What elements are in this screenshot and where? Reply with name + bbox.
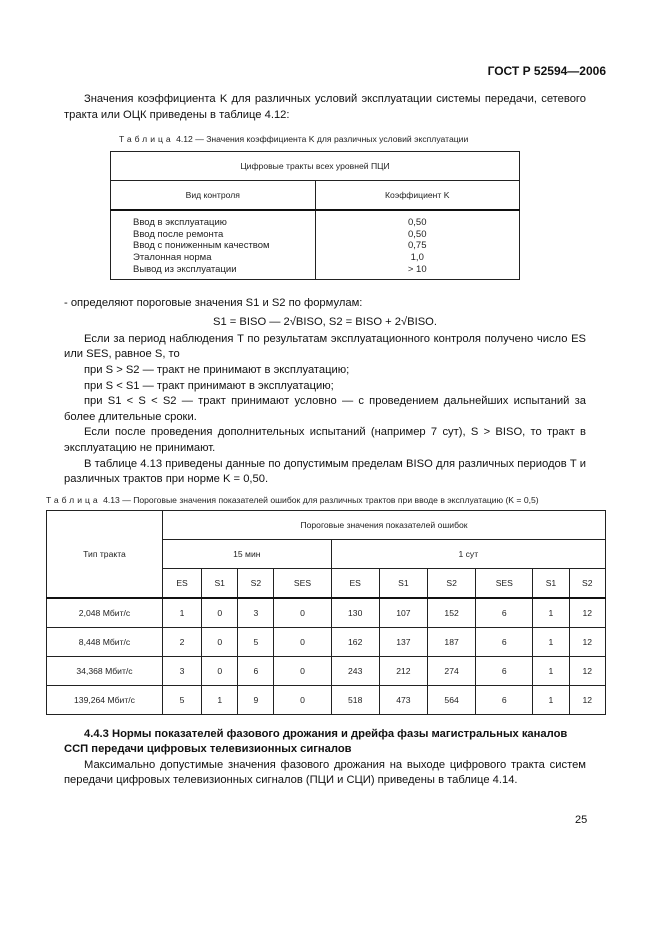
section-heading: 4.4.3 Нормы показателей фазового дрожания и дрейфа фазы магистральных каналов ССП передачи цифровых телевизионных сигналов: [64, 727, 568, 756]
table-4-12-caption: Таблица 4.12 — Значения коэффициента K для различных условий эксплуатации: [119, 134, 469, 145]
value-cell: 6: [476, 627, 533, 656]
value-cell: 12: [569, 685, 605, 714]
value-cell: 12: [569, 598, 605, 628]
subcolumn-header: SES: [274, 568, 331, 598]
value-cell: 0: [274, 627, 331, 656]
intro-paragraph: Значения коэффициента K для различных условий эксплуатации системы передачи, сетевого тракта или ОЦК приведены в таблице 4.12:: [64, 93, 586, 121]
value-cell: 5: [163, 685, 202, 714]
document-id: ГОСТ Р 52594—2006: [487, 64, 606, 78]
condition-3: при S1 < S < S2 — тракт принимают условно — с проведением дальнейших испытаний за более длительные сроки.: [64, 395, 586, 423]
page-content: [46, 64, 606, 827]
path-type-cell: 2,048 Мбит/с: [47, 598, 163, 628]
table-4-13: [46, 510, 606, 715]
value-cell: 6: [238, 656, 274, 685]
value-cell: 137: [379, 627, 427, 656]
value-cell: 6: [476, 598, 533, 628]
value-cell: 518: [331, 685, 379, 714]
table-row: [47, 598, 606, 628]
formula-intro: - определяют пороговые значения S1 и S2 по формулам:: [64, 297, 363, 310]
value-cell: 9: [238, 685, 274, 714]
group-header: Пороговые значения показателей ошибок: [163, 510, 606, 539]
value-cell: 12: [569, 656, 605, 685]
path-type-cell: 139,264 Мбит/с: [47, 685, 163, 714]
page-number: 25: [575, 814, 588, 827]
value-cell: 1: [202, 685, 238, 714]
subcolumn-header: S1: [533, 568, 569, 598]
value-cell: 0: [202, 627, 238, 656]
value-cell: 130: [331, 598, 379, 628]
value-cell: 274: [428, 656, 476, 685]
subcolumn-header: S1: [202, 568, 238, 598]
path-type-cell: 8,448 Мбит/с: [47, 627, 163, 656]
period-header: 1 сут: [331, 539, 605, 568]
subcolumn-header: S1: [379, 568, 427, 598]
value-cell: 162: [331, 627, 379, 656]
subcolumn-header: SES: [476, 568, 533, 598]
value-cell: 1: [533, 598, 569, 628]
formula: S1 = BISO — 2√BISO, S2 = BISO + 2√BISO.: [212, 315, 437, 328]
table-4-12: [110, 151, 520, 280]
table-row: [47, 656, 606, 685]
control-types: Ввод в эксплуатацию Ввод после ремонта Ввод с пониженным качеством Эталонная норма Вывод из эксплуатации: [111, 210, 316, 279]
value-cell: 3: [163, 656, 202, 685]
value-cell: 0: [274, 685, 331, 714]
subcolumn-header: ES: [331, 568, 379, 598]
value-cell: 473: [379, 685, 427, 714]
value-cell: 1: [533, 685, 569, 714]
path-type-cell: 34,368 Мбит/с: [47, 656, 163, 685]
value-cell: 564: [428, 685, 476, 714]
section-body: Максимально допустимые значения фазового дрожания на выходе цифрового тракта систем передачи цифровых телевизионных сигналов (ПЦИ и СЦИ) приведены в таблице 4.14.: [64, 758, 586, 787]
coefficients: 0,50 0,50 0,75 1,0 > 10: [315, 210, 520, 279]
table-row: [47, 685, 606, 714]
paragraph: Если за период наблюдения T по результатам эксплуатационного контроля получено число ES или SES, равное S, то: [64, 332, 586, 361]
column-header: Вид контроля: [111, 181, 316, 211]
value-cell: 3: [238, 598, 274, 628]
value-cell: 5: [238, 627, 274, 656]
value-cell: 0: [274, 598, 331, 628]
table-group-header: Цифровые тракты всех уровней ПЦИ: [111, 152, 520, 181]
column-header: Коэффициент K: [315, 181, 520, 211]
paragraph: В таблице 4.13 приведены данные по допустимым пределам BISO для различных периодов T и различных трактов при норме K = 0,50.: [64, 457, 586, 486]
value-cell: 243: [331, 656, 379, 685]
value-cell: 2: [163, 627, 202, 656]
value-cell: 6: [476, 656, 533, 685]
value-cell: 1: [533, 656, 569, 685]
value-cell: 12: [569, 627, 605, 656]
value-cell: 107: [379, 598, 427, 628]
value-cell: 0: [202, 656, 238, 685]
value-cell: 1: [163, 598, 202, 628]
value-cell: 0: [202, 598, 238, 628]
subcolumn-header: S2: [569, 568, 605, 598]
subcolumn-header: ES: [163, 568, 202, 598]
subcolumn-header: S2: [428, 568, 476, 598]
value-cell: 152: [428, 598, 476, 628]
period-header: 15 мин: [163, 539, 332, 568]
value-cell: 1: [533, 627, 569, 656]
value-cell: 6: [476, 685, 533, 714]
condition-1: при S > S2 — тракт не принимают в эксплуатацию;: [84, 363, 350, 376]
condition-2: при S < S1 — тракт принимают в эксплуатацию;: [84, 379, 334, 392]
column-header: Тип тракта: [47, 510, 163, 598]
table-4-13-caption: Таблица 4.13 — Пороговые значения показателей ошибок для различных трактов при вводе в эксплуатацию (K = 0,5): [46, 494, 539, 505]
value-cell: 187: [428, 627, 476, 656]
table-row: [47, 627, 606, 656]
subcolumn-header: S2: [238, 568, 274, 598]
value-cell: 212: [379, 656, 427, 685]
paragraph: Если после проведения дополнительных испытаний (например 7 сут), S > BISO, то тракт в эксплуатацию не принимают.: [64, 426, 586, 454]
value-cell: 0: [274, 656, 331, 685]
